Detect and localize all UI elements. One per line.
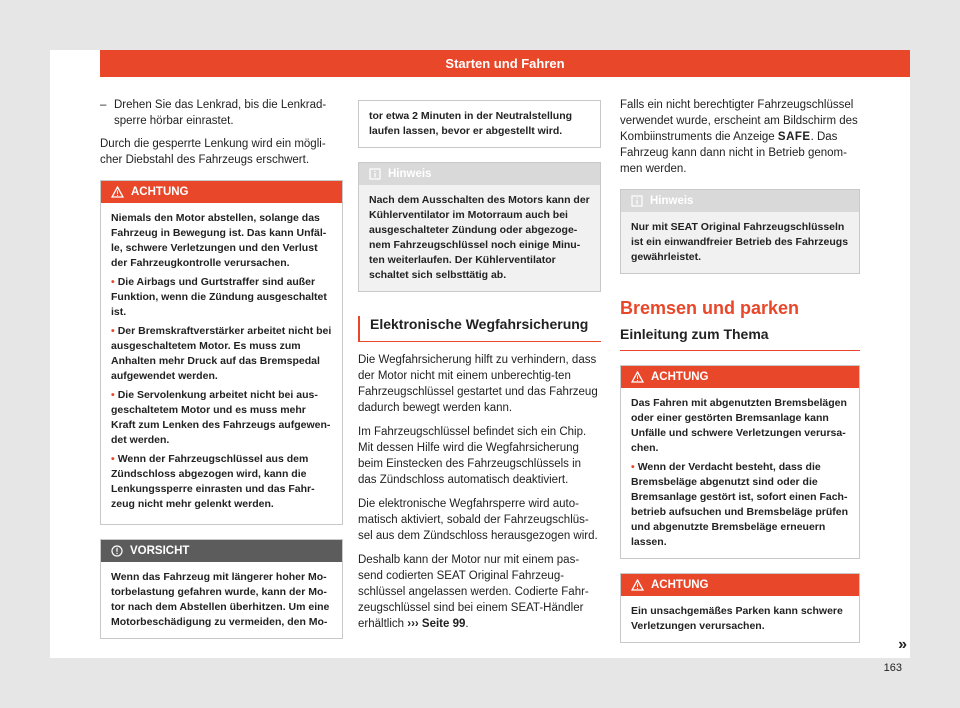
manual-page [50,50,910,674]
step-dash: – [100,99,107,111]
paragraph: Die Wegfahrsicherung hilft zu verhindern, dass der Motor nicht mit einem unberechtig-ten Fahrzeugschlüssel gestartet und das Fahrzeug dadurch bewegt werden kann. [358,354,598,414]
warning-bullet [631,460,849,550]
warning-bullet [111,452,332,512]
warning-title: ACHTUNG [131,186,189,198]
warning-intro: Niemals den Motor abstellen, solange das Fahrzeug in Bewegung ist. Das kann Unfäl-le, schwere Verletzungen und den Verlust der Fahrzeugkontrolle verursachen. [111,212,327,269]
bullet-text: Wenn der Verdacht besteht, dass die Bremsbeläge abgenutzt sind oder die Bremsanlage gestört ist, sofort einen Fach-betrieb aufsuchen und Bremsbeläge prüfen und abgenutzte Bremsbeläge erneuern lassen. [631,461,849,548]
warning-triangle-icon [631,579,644,591]
caution-continued-box [358,100,601,148]
paragraph [620,97,860,177]
paragraph-end: . [465,618,469,630]
caution-continued-text: tor etwa 2 Minuten in der Neutralstellung laufen lassen, bevor er abgestellt wird. [369,110,573,137]
warning-header [621,574,859,596]
section-heading: Elektronische Wegfahrsicherung [358,316,601,342]
safe-indicator: SAFE [777,131,811,143]
warning-triangle-icon [111,186,124,198]
caution-title: VORSICHT [130,545,190,557]
caution-header [101,540,342,562]
page-number: 163 [883,662,902,674]
bullet-text: Die Servolenkung arbeitet nicht bei aus-geschaltetem Motor und es muss mehr Kraft zum Lenken des Fahrzeugs aufgewen-det werden. [111,389,331,446]
sub-heading: Einleitung zum Thema [620,326,860,351]
note-box [620,189,860,274]
warning-bullet [111,388,332,448]
paragraph-text: . Das Fahrzeug kann dann nicht in Betrieb genom-men werden. [620,131,847,175]
caution-text: Wenn das Fahrzeug mit längerer hoher Mo-torbelastung gefahren wurde, kann der Mo-tor nach dem Abstellen überhitzen. Um eine Motorbeschädigung zu vermeiden, den Mo- [111,571,330,628]
column-2 [358,100,601,640]
warning-body [621,596,859,642]
caution-box [100,539,343,639]
paragraph-text: Falls ein nicht berechtigter Fahrzeugschlüssel verwendet wurde, erscheint am Bildschirm des Kombiinstruments die Anzeige [620,99,858,143]
warning-box [620,573,860,643]
info-square-icon [369,168,381,180]
paragraph: Die elektronische Wegfahrsperre wird auto-matisch aktiviert, sobald der Fahrzeugschlüs-sel aus dem Zündschloss herausgezogen wird. [358,498,598,542]
column-3 [620,97,860,657]
warning-box [620,365,860,559]
warning-header [621,366,859,388]
caution-body [101,562,342,638]
column-1 [100,97,343,653]
warning-body [101,203,342,524]
note-box [358,162,601,292]
note-title: Hinweis [388,168,432,180]
paragraph: Im Fahrzeugschlüssel befindet sich ein Chip. Mit dessen Hilfe wird die Wegfahrsicherung beim Einstecken des Fahrzeugschlüssels in das Zündschloss automatisch deaktiviert. [358,426,587,486]
bullet-icon: • [111,276,115,288]
bullet-icon: • [111,389,115,401]
note-title: Hinweis [650,195,694,207]
info-square-icon [631,195,643,207]
note-body [621,212,859,273]
warning-title: ACHTUNG [651,371,709,383]
warning-body [621,388,859,558]
bullet-icon: • [111,453,115,465]
note-text: Nur mit SEAT Original Fahrzeugschlüsseln ist ein einwandfreier Betrieb des Fahrzeugs gewährleistet. [631,221,849,263]
bullet-text: Wenn der Fahrzeugschlüssel aus dem Zündschloss abgezogen wird, kann die Lenkungssperre einrasten und das Fahr-zeug nicht mehr gelenkt werden. [111,453,315,510]
warning-text: Ein unsachgemäßes Parken kann schwere Verletzungen verursachen. [631,605,843,632]
continue-arrow-icon: » [898,636,907,653]
warning-intro: Das Fahren mit abgenutzten Bremsbelägen oder einer gestörten Bremsanlage kann Unfälle und schwere Verletzungen verursa-chen. [631,397,847,454]
bullet-text: Der Bremskraftverstärker arbeitet nicht bei ausgeschaltetem Motor. Es muss zum Anhalten mehr Druck auf das Bremspedal aufgewendet werden. [111,325,332,382]
bullet-icon: • [111,325,115,337]
note-header [621,190,859,212]
main-heading: Bremsen und parken [620,298,800,318]
paragraph [358,552,601,632]
warning-box [100,180,343,525]
caution-continued-body [359,101,600,147]
bullet-icon: • [631,461,635,473]
note-header [359,163,600,185]
chapter-header: Starten und Fahren [100,50,910,77]
step-text: Drehen Sie das Lenkrad, bis die Lenkrad-sperre hörbar einrastet. [114,99,327,127]
bullet-text: Die Airbags und Gurtstraffer sind außer Funktion, wenn die Zündung ausgeschaltet ist. [111,276,327,318]
page-reference-link[interactable]: ››› Seite 99 [407,618,466,630]
warning-triangle-icon [631,371,644,383]
instruction-step [100,97,343,129]
paragraph-text: Deshalb kann der Motor nur mit einem pas-send codierten SEAT Original Fahrzeug-schlüssel angelassen werden. Codierte Fahr-zeugschlüssel sind bei einem SEAT-Händler erhältlich [358,554,589,630]
paragraph: Durch die gesperrte Lenkung wird ein mögli-cher Diebstahl des Fahrzeugs erschwert. [100,138,326,166]
note-body [359,185,600,291]
warning-bullet [111,275,332,320]
note-text: Nach dem Ausschalten des Motors kann der Kühlerventilator im Motorraum auch bei ausgeschalteter Zündung oder abgezoge-nem Fahrzeugschlüssel noch einige Minu-ten weiterlaufen. Der Kühlerventilator schaltet sich selbsttätig ab. [369,194,590,281]
warning-header [101,181,342,203]
info-circle-icon [111,545,123,557]
warning-bullet [111,324,332,384]
warning-title: ACHTUNG [651,579,709,591]
